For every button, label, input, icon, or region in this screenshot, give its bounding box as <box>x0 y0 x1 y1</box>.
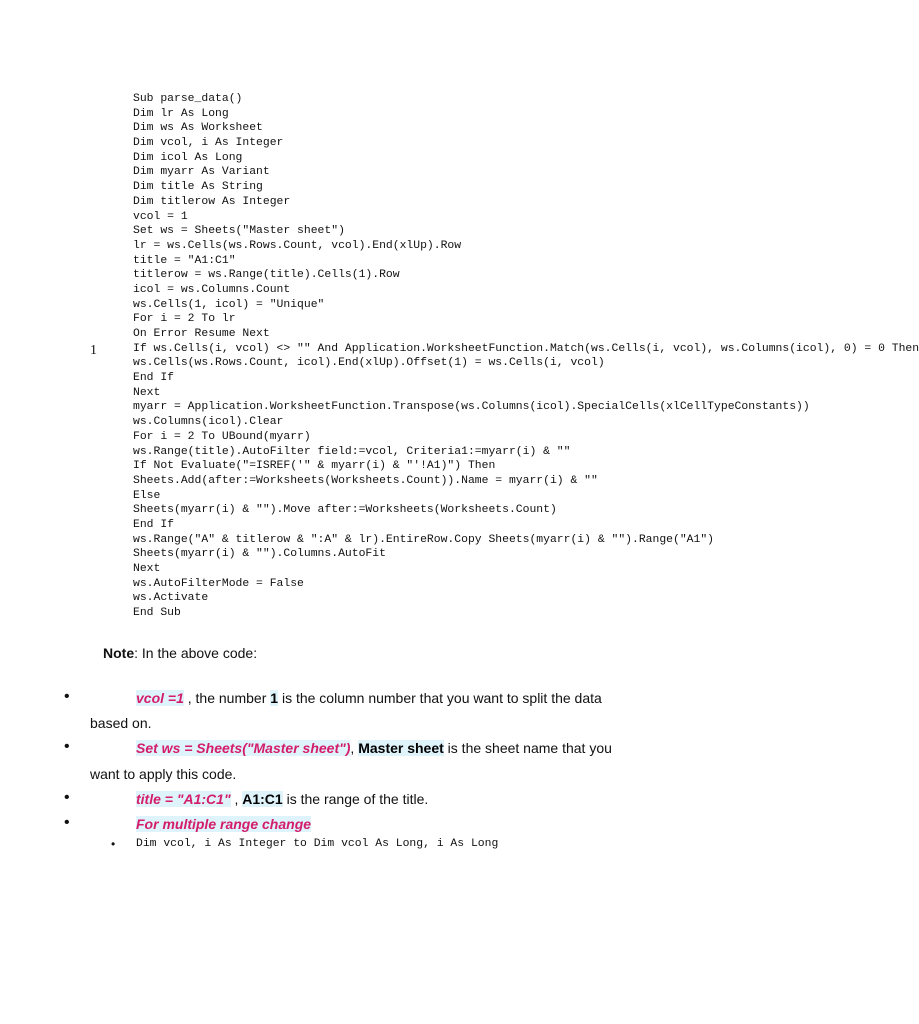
code-line: Dim myarr As Variant <box>133 166 270 179</box>
code-line: Dim ws As Worksheet <box>133 122 263 135</box>
highlight-term: 1 <box>270 690 279 706</box>
code-line: title = "A1:C1" <box>133 254 236 267</box>
code-line: Dim lr As Long <box>133 107 229 120</box>
code-line: On Error Resume Next <box>133 328 270 340</box>
code-line: ws.Range("A" & titlerow & ":A" & lr).EntireRow.Copy Sheets(myarr(i) & "").Range("A1") <box>133 533 715 546</box>
code-line: If ws.Cells(i, vcol) <> "" And Application.WorksheetFunction.Match(ws.Cells(i, vcol), ws.Columns(icol), 0) = 0 Then <box>133 342 919 355</box>
code-line: Sheets.Add(after:=Worksheets(Worksheets.Count)).Name = myarr(i) & "" <box>133 474 598 487</box>
bullet-text: , <box>350 740 359 756</box>
bullet-item-multiple-range <box>136 816 311 832</box>
code-line: Set ws = Sheets("Master sheet") <box>133 225 345 238</box>
bullet-continuation: want to apply this code. <box>90 766 237 782</box>
bullet-text: is the column number that you want to split the data <box>278 690 602 706</box>
line-number-marker: 1 <box>90 343 97 358</box>
bullet-marker: • <box>64 814 70 831</box>
code-line: Next <box>133 563 161 575</box>
bullet-text: is the range of the title. <box>282 791 429 807</box>
code-line: If Not Evaluate("=ISREF('" & myarr(i) & "'!A1)") Then <box>133 460 496 473</box>
bullet-text: , the number <box>183 690 271 706</box>
code-line: vcol = 1 <box>133 210 188 223</box>
bullet-marker: • <box>64 688 70 705</box>
bullet-item-vcol <box>136 690 602 706</box>
code-line: Next <box>133 386 161 399</box>
code-line: End Sub <box>133 607 181 620</box>
code-line: Sheets(myarr(i) & "").Columns.AutoFit <box>133 548 386 561</box>
bullet-item-title <box>136 791 428 807</box>
code-line: icol = ws.Columns.Count <box>133 283 291 296</box>
code-line: Sub parse_data() <box>133 93 243 105</box>
code-line: For i = 2 To UBound(myarr) <box>133 430 311 443</box>
note-paragraph <box>103 645 257 661</box>
bullet-continuation: based on. <box>90 715 152 731</box>
code-snippet: vcol =1 <box>136 690 184 706</box>
bullet-marker: • <box>64 789 70 806</box>
code-line: ws.Activate <box>133 592 209 605</box>
bullet-text: is the sheet name that you <box>443 740 612 756</box>
code-line: ws.Columns(icol).Clear <box>133 416 284 429</box>
code-line: Dim icol As Long <box>133 151 243 164</box>
code-line: End If <box>133 518 175 531</box>
vba-code-block <box>133 92 919 621</box>
highlight-term: A1:C1 <box>242 791 283 807</box>
code-line: ws.Cells(ws.Rows.Count, icol).End(xlUp).Offset(1) = ws.Cells(i, vcol) <box>133 357 605 370</box>
code-line: ws.AutoFilterMode = False <box>133 577 304 590</box>
code-line: myarr = Application.WorksheetFunction.Transpose(ws.Columns(icol).SpecialCells(xlCellTypeConstants)) <box>133 401 810 414</box>
code-line: ws.Range(title).AutoFilter field:=vcol, Criteria1:=myarr(i) & "" <box>133 445 571 458</box>
code-line: End If <box>133 372 175 385</box>
code-line: Dim title As String <box>133 181 263 194</box>
note-label: Note <box>103 645 135 661</box>
bullet-item-set-ws <box>136 740 612 756</box>
code-line: Sheets(myarr(i) & "").Move after:=Worksheets(Worksheets.Count) <box>133 504 557 517</box>
code-snippet: title = "A1:C1" <box>136 791 231 807</box>
bullet-marker: • <box>64 738 70 755</box>
highlight-term: Master sheet <box>358 740 444 756</box>
code-line: titlerow = ws.Range(title).Cells(1).Row <box>133 269 400 282</box>
note-text: : In the above code: <box>134 645 258 661</box>
code-snippet: For multiple range change <box>136 816 312 832</box>
code-line: Dim vcol, i As Integer <box>133 137 284 150</box>
bullet-text: , <box>230 791 243 807</box>
sub-bullet-marker: • <box>111 837 116 851</box>
code-snippet: Set ws = Sheets("Master sheet") <box>136 740 351 756</box>
code-line: Else <box>133 489 161 502</box>
sub-bullet-code: Dim vcol, i As Integer to Dim vcol As Long, i As Long <box>136 838 499 850</box>
code-line: Dim titlerow As Integer <box>133 195 291 208</box>
code-line: ws.Cells(1, icol) = "Unique" <box>133 298 325 311</box>
code-line: lr = ws.Cells(ws.Rows.Count, vcol).End(xlUp).Row <box>133 239 462 252</box>
code-line: For i = 2 To lr <box>133 313 236 326</box>
